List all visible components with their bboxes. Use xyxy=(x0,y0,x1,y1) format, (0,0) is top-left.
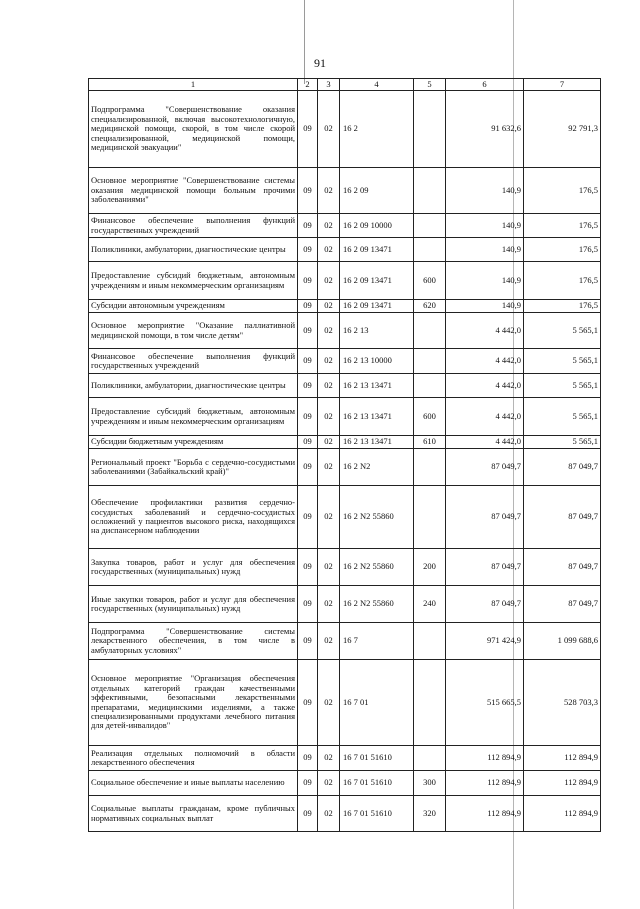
table-row xyxy=(89,486,601,549)
expense-type-code: 200 xyxy=(414,549,446,586)
row-name: Региональный проект "Борьба с сердечно-сосудистыми заболеваниями (Забайкальский край)" xyxy=(89,449,298,486)
section-code: 09 xyxy=(298,168,318,214)
target-article-code: 16 2 13 13471 xyxy=(340,436,414,449)
table-row xyxy=(89,623,601,660)
header-cell: 1 xyxy=(89,79,298,91)
target-article-code: 16 2 09 xyxy=(340,168,414,214)
target-article-code: 16 2 N2 55860 xyxy=(340,486,414,549)
section-code: 09 xyxy=(298,374,318,398)
section-code: 09 xyxy=(298,91,318,168)
expense-type-code xyxy=(414,486,446,549)
table-row xyxy=(89,349,601,374)
subsection-code: 02 xyxy=(318,449,340,486)
amount-year-1: 140,9 xyxy=(446,168,524,214)
row-name: Предоставление субсидий бюджетным, автономным учреждениям и иным некоммерческим организациям xyxy=(89,262,298,300)
expense-type-code xyxy=(414,660,446,746)
subsection-code: 02 xyxy=(318,623,340,660)
expense-type-code: 600 xyxy=(414,398,446,436)
amount-year-1: 971 424,9 xyxy=(446,623,524,660)
target-article-code: 16 2 N2 55860 xyxy=(340,586,414,623)
table-row xyxy=(89,746,601,771)
target-article-code: 16 2 13 10000 xyxy=(340,349,414,374)
amount-year-1: 140,9 xyxy=(446,300,524,313)
header-cell: 3 xyxy=(318,79,340,91)
expense-type-code xyxy=(414,168,446,214)
amount-year-2: 176,5 xyxy=(524,300,601,313)
row-name: Социальные выплаты гражданам, кроме публичных нормативных социальных выплат xyxy=(89,796,298,832)
amount-year-2: 87 049,7 xyxy=(524,449,601,486)
subsection-code: 02 xyxy=(318,436,340,449)
section-code: 09 xyxy=(298,486,318,549)
amount-year-2: 112 894,9 xyxy=(524,796,601,832)
amount-year-2: 176,5 xyxy=(524,262,601,300)
target-article-code: 16 2 xyxy=(340,91,414,168)
expense-type-code: 240 xyxy=(414,586,446,623)
amount-year-1: 515 665,5 xyxy=(446,660,524,746)
amount-year-2: 5 565,1 xyxy=(524,313,601,349)
expense-type-code xyxy=(414,623,446,660)
header-cell: 4 xyxy=(340,79,414,91)
table-row xyxy=(89,398,601,436)
amount-year-1: 4 442,0 xyxy=(446,374,524,398)
amount-year-1: 112 894,9 xyxy=(446,771,524,796)
table-row xyxy=(89,549,601,586)
section-code: 09 xyxy=(298,623,318,660)
page-number: 91 xyxy=(314,56,326,70)
expense-type-code xyxy=(414,349,446,374)
section-code: 09 xyxy=(298,436,318,449)
table-row xyxy=(89,300,601,313)
subsection-code: 02 xyxy=(318,374,340,398)
expense-type-code xyxy=(414,449,446,486)
amount-year-2: 1 099 688,6 xyxy=(524,623,601,660)
subsection-code: 02 xyxy=(318,300,340,313)
subsection-code: 02 xyxy=(318,549,340,586)
table-row xyxy=(89,449,601,486)
amount-year-2: 176,5 xyxy=(524,238,601,262)
section-code: 09 xyxy=(298,262,318,300)
target-article-code: 16 2 13 13471 xyxy=(340,374,414,398)
table-row xyxy=(89,771,601,796)
row-name: Основное мероприятие "Совершенствование системы оказания медицинской помощи больным прочими заболеваниями" xyxy=(89,168,298,214)
row-name: Социальное обеспечение и иные выплаты населению xyxy=(89,771,298,796)
amount-year-2: 176,5 xyxy=(524,168,601,214)
expense-type-code xyxy=(414,313,446,349)
section-code: 09 xyxy=(298,771,318,796)
row-name: Субсидии автономным учреждениям xyxy=(89,300,298,313)
target-article-code: 16 2 13 13471 xyxy=(340,398,414,436)
row-name: Финансовое обеспечение выполнения функций государственных учреждений xyxy=(89,349,298,374)
amount-year-1: 140,9 xyxy=(446,214,524,238)
subsection-code: 02 xyxy=(318,91,340,168)
section-code: 09 xyxy=(298,300,318,313)
table-row xyxy=(89,168,601,214)
subsection-code: 02 xyxy=(318,398,340,436)
scan-fold-line xyxy=(304,0,305,84)
subsection-code: 02 xyxy=(318,313,340,349)
table-row xyxy=(89,660,601,746)
expense-type-code xyxy=(414,91,446,168)
amount-year-1: 4 442,0 xyxy=(446,313,524,349)
subsection-code: 02 xyxy=(318,771,340,796)
amount-year-1: 112 894,9 xyxy=(446,746,524,771)
row-name: Обеспечение профилактики развития сердечно-сосудистых заболеваний и сердечно-сосудистых осложнений у пациентов высокого риска, находящихся на диспансерном наблюдении xyxy=(89,486,298,549)
amount-year-2: 112 894,9 xyxy=(524,746,601,771)
target-article-code: 16 2 13 xyxy=(340,313,414,349)
amount-year-2: 5 565,1 xyxy=(524,398,601,436)
expense-type-code: 610 xyxy=(414,436,446,449)
table-row xyxy=(89,374,601,398)
target-article-code: 16 2 09 10000 xyxy=(340,214,414,238)
header-cell: 5 xyxy=(414,79,446,91)
target-article-code: 16 2 09 13471 xyxy=(340,300,414,313)
row-name: Основное мероприятие "Оказание паллиативной медицинской помощи, в том числе детям" xyxy=(89,313,298,349)
target-article-code: 16 7 01 51610 xyxy=(340,746,414,771)
subsection-code: 02 xyxy=(318,796,340,832)
row-name: Поликлиники, амбулатории, диагностические центры xyxy=(89,238,298,262)
amount-year-1: 4 442,0 xyxy=(446,436,524,449)
expense-type-code: 600 xyxy=(414,262,446,300)
expense-type-code: 320 xyxy=(414,796,446,832)
target-article-code: 16 7 01 51610 xyxy=(340,796,414,832)
amount-year-1: 140,9 xyxy=(446,238,524,262)
target-article-code: 16 2 N2 55860 xyxy=(340,549,414,586)
table-row xyxy=(89,238,601,262)
amount-year-2: 92 791,3 xyxy=(524,91,601,168)
row-name: Финансовое обеспечение выполнения функций государственных учреждений xyxy=(89,214,298,238)
budget-table xyxy=(88,78,601,832)
table-row xyxy=(89,436,601,449)
amount-year-1: 112 894,9 xyxy=(446,796,524,832)
amount-year-1: 87 049,7 xyxy=(446,549,524,586)
expense-type-code xyxy=(414,746,446,771)
section-code: 09 xyxy=(298,796,318,832)
table-row xyxy=(89,214,601,238)
row-name: Подпрограмма "Совершенствование системы лекарственного обеспечения, в том числе в амбулаторных условиях" xyxy=(89,623,298,660)
section-code: 09 xyxy=(298,398,318,436)
row-name: Подпрограмма "Совершенствование оказания специализированной, включая высокотехнологичную, медицинской помощи, скорой, в том числе скорой специализированной, медицинской помощи, медицинской эвакуации" xyxy=(89,91,298,168)
row-name: Реализация отдельных полномочий в области лекарственного обеспечения xyxy=(89,746,298,771)
row-name: Поликлиники, амбулатории, диагностические центры xyxy=(89,374,298,398)
table-row xyxy=(89,313,601,349)
section-code: 09 xyxy=(298,660,318,746)
subsection-code: 02 xyxy=(318,660,340,746)
expense-type-code: 300 xyxy=(414,771,446,796)
amount-year-2: 5 565,1 xyxy=(524,436,601,449)
expense-type-code xyxy=(414,374,446,398)
subsection-code: 02 xyxy=(318,586,340,623)
subsection-code: 02 xyxy=(318,349,340,374)
row-name: Закупка товаров, работ и услуг для обеспечения государственных (муниципальных) нужд xyxy=(89,549,298,586)
target-article-code: 16 7 01 51610 xyxy=(340,771,414,796)
target-article-code: 16 7 xyxy=(340,623,414,660)
target-article-code: 16 2 N2 xyxy=(340,449,414,486)
table-row xyxy=(89,262,601,300)
section-code: 09 xyxy=(298,549,318,586)
table-row xyxy=(89,586,601,623)
section-code: 09 xyxy=(298,449,318,486)
subsection-code: 02 xyxy=(318,486,340,549)
section-code: 09 xyxy=(298,349,318,374)
subsection-code: 02 xyxy=(318,214,340,238)
section-code: 09 xyxy=(298,746,318,771)
amount-year-1: 91 632,6 xyxy=(446,91,524,168)
amount-year-1: 87 049,7 xyxy=(446,449,524,486)
target-article-code: 16 2 09 13471 xyxy=(340,262,414,300)
amount-year-2: 5 565,1 xyxy=(524,374,601,398)
amount-year-2: 87 049,7 xyxy=(524,549,601,586)
row-name: Субсидии бюджетным учреждениям xyxy=(89,436,298,449)
subsection-code: 02 xyxy=(318,262,340,300)
target-article-code: 16 7 01 xyxy=(340,660,414,746)
header-cell: 7 xyxy=(524,79,601,91)
header-cell: 6 xyxy=(446,79,524,91)
subsection-code: 02 xyxy=(318,746,340,771)
expense-type-code xyxy=(414,238,446,262)
section-code: 09 xyxy=(298,313,318,349)
subsection-code: 02 xyxy=(318,238,340,262)
expense-type-code xyxy=(414,214,446,238)
table-row xyxy=(89,91,601,168)
table-row xyxy=(89,796,601,832)
section-code: 09 xyxy=(298,586,318,623)
amount-year-1: 140,9 xyxy=(446,262,524,300)
amount-year-2: 528 703,3 xyxy=(524,660,601,746)
section-code: 09 xyxy=(298,214,318,238)
amount-year-2: 5 565,1 xyxy=(524,349,601,374)
header-cell: 2 xyxy=(298,79,318,91)
amount-year-2: 176,5 xyxy=(524,214,601,238)
section-code: 09 xyxy=(298,238,318,262)
amount-year-2: 87 049,7 xyxy=(524,586,601,623)
target-article-code: 16 2 09 13471 xyxy=(340,238,414,262)
row-name: Основное мероприятие "Организация обеспечения отдельных категорий граждан качественными эффективными, безопасными лекарственными препаратами, медицинскими изделиями, а также специализированными продуктами лечебного питания для детей-инвалидов" xyxy=(89,660,298,746)
amount-year-2: 112 894,9 xyxy=(524,771,601,796)
amount-year-1: 87 049,7 xyxy=(446,586,524,623)
expense-type-code: 620 xyxy=(414,300,446,313)
table-body xyxy=(89,91,601,832)
amount-year-2: 87 049,7 xyxy=(524,486,601,549)
amount-year-1: 4 442,0 xyxy=(446,398,524,436)
amount-year-1: 4 442,0 xyxy=(446,349,524,374)
header-row xyxy=(89,79,601,91)
row-name: Иные закупки товаров, работ и услуг для обеспечения государственных (муниципальных) нужд xyxy=(89,586,298,623)
row-name: Предоставление субсидий бюджетным, автономным учреждениям и иным некоммерческим организациям xyxy=(89,398,298,436)
subsection-code: 02 xyxy=(318,168,340,214)
amount-year-1: 87 049,7 xyxy=(446,486,524,549)
